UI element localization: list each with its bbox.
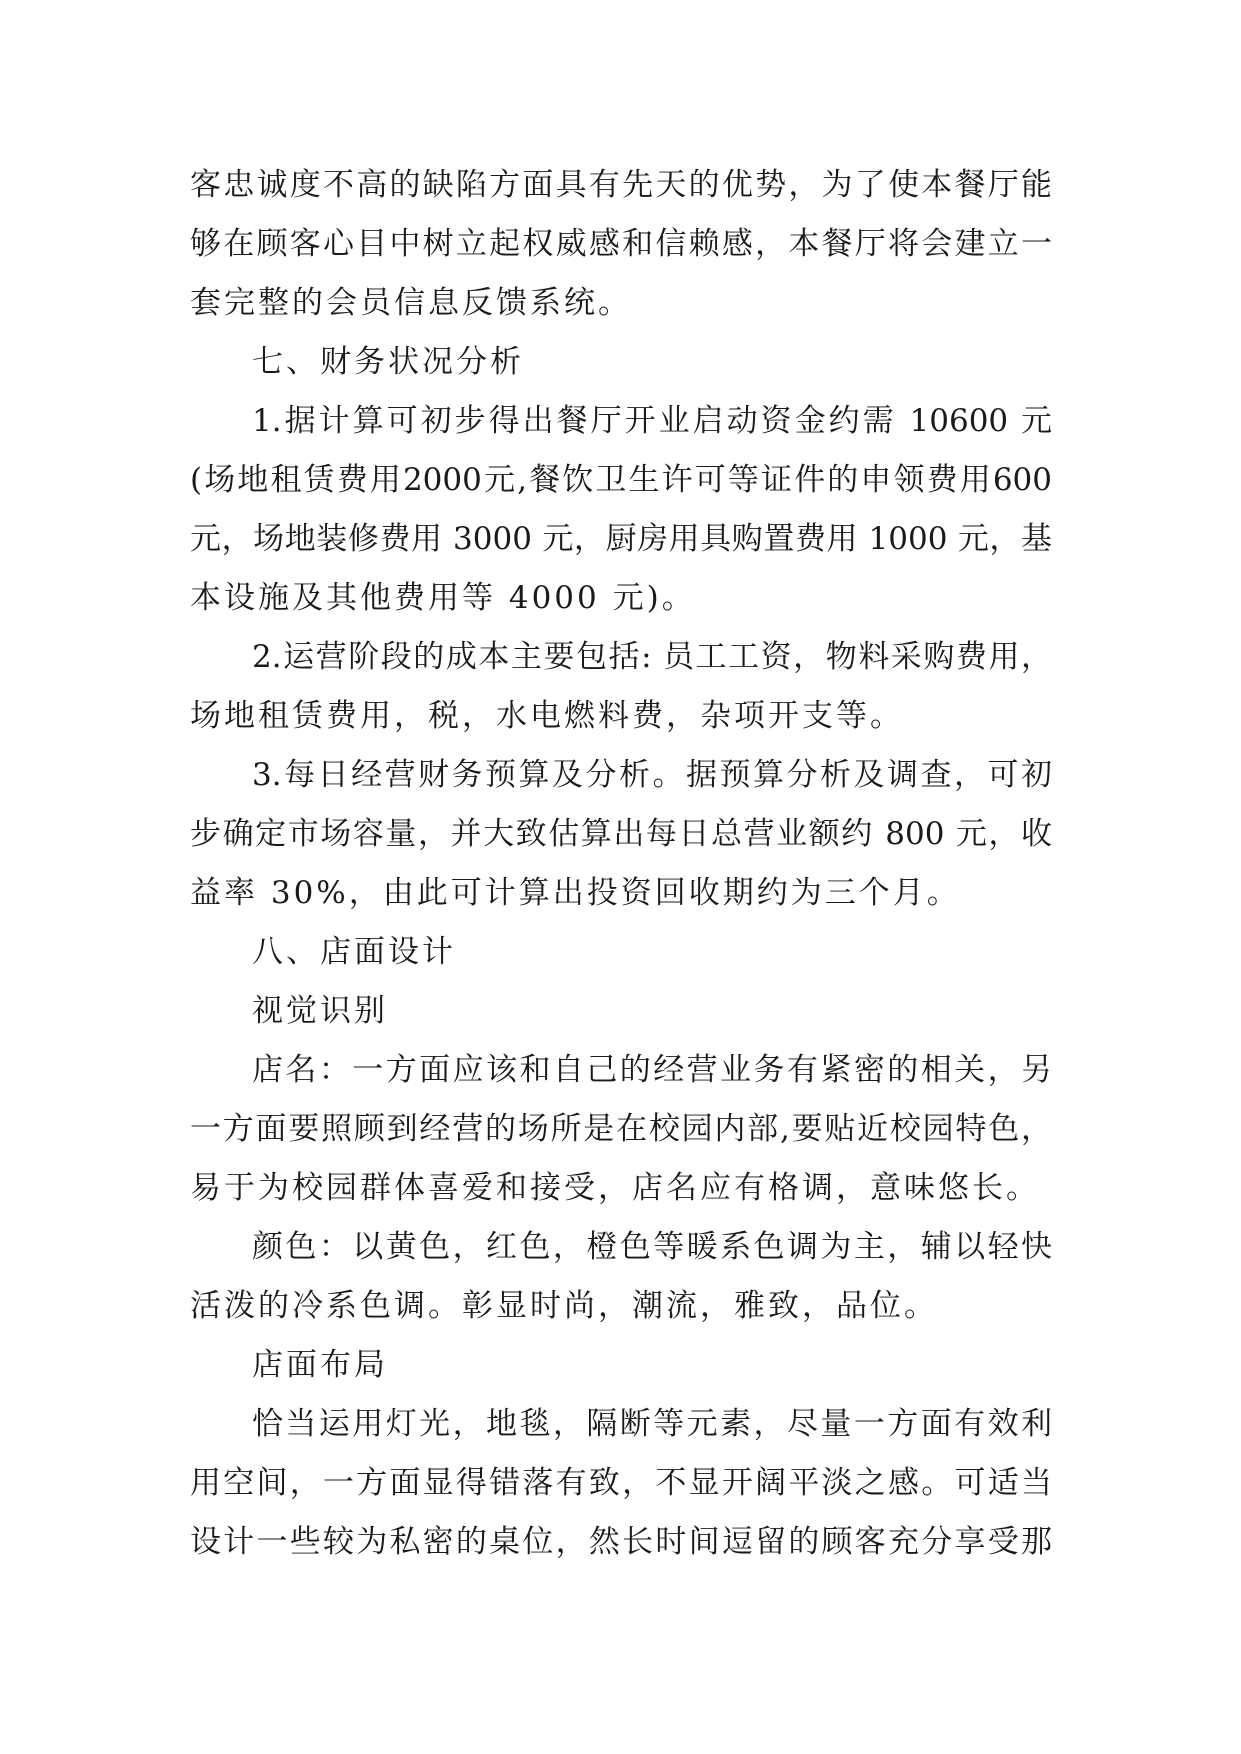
text-line: 设计一些较为私密的桌位，然长时间逗留的顾客充分享受那 bbox=[190, 1524, 1052, 1560]
text-line: 场地租赁费用，税，水电燃料费，杂项开支等。 bbox=[190, 698, 904, 734]
paragraph-store-layout bbox=[190, 1395, 1052, 1572]
text-line: 用空间，一方面显得错落有致，不显开阔平淡之感。可适当 bbox=[190, 1465, 1052, 1501]
paragraph-finance-3 bbox=[190, 746, 1052, 923]
text-line: 够在顾客心目中树立起权威感和信赖感，本餐厅将会建立一 bbox=[190, 226, 1052, 262]
document-body bbox=[190, 156, 1052, 1572]
text-line: 本设施及其他费用等 4000 元)。 bbox=[190, 580, 696, 616]
paragraph-colors bbox=[190, 1218, 1052, 1336]
text-line: 一方面要照顾到经营的场所是在校园内部,要贴近校园特色， bbox=[190, 1111, 1052, 1147]
subsection-heading: 店面布局 bbox=[252, 1347, 388, 1383]
paragraph-membership bbox=[190, 156, 1052, 333]
text-line: 店名：一方面应该和自己的经营业务有紧密的相关，另 bbox=[252, 1052, 1052, 1088]
section-heading: 八、店面设计 bbox=[252, 934, 456, 970]
section-heading: 七、财务状况分析 bbox=[252, 344, 524, 380]
text-line: 套完整的会员信息反馈系统。 bbox=[190, 285, 632, 321]
text-line: (场地租赁费用2000元,餐饮卫生许可等证件的申领费用600 bbox=[190, 462, 1052, 498]
paragraph-finance-1 bbox=[190, 392, 1052, 628]
text-line: 1.据计算可初步得出餐厅开业启动资金约需 10600 元 bbox=[252, 403, 1052, 439]
text-line: 3.每日经营财务预算及分析。据预算分析及调查，可初 bbox=[252, 757, 1052, 793]
text-line: 活泼的冷系色调。彰显时尚，潮流，雅致，品位。 bbox=[190, 1288, 938, 1324]
text-line: 2.运营阶段的成本主要包括: 员工工资，物料采购费用， bbox=[252, 639, 1052, 675]
section-heading-store-design bbox=[190, 923, 1052, 982]
text-line: 元，场地装修费用 3000 元，厨房用具购置费用 1000 元，基 bbox=[190, 521, 1052, 557]
text-line: 客忠诚度不高的缺陷方面具有先天的优势，为了使本餐厅能 bbox=[190, 167, 1052, 203]
paragraph-store-name bbox=[190, 1041, 1052, 1218]
text-line: 益率 30%，由此可计算出投资回收期约为三个月。 bbox=[190, 875, 961, 911]
section-heading-finance bbox=[190, 333, 1052, 392]
text-line: 步确定市场容量，并大致估算出每日总营业额约 800 元，收 bbox=[190, 816, 1052, 852]
text-line: 颜色：以黄色，红色，橙色等暖系色调为主，辅以轻快 bbox=[252, 1229, 1052, 1265]
text-line: 易于为校园群体喜爱和接受，店名应有格调，意味悠长。 bbox=[190, 1170, 1040, 1206]
text-line: 恰当运用灯光，地毯，隔断等元素，尽量一方面有效利 bbox=[252, 1406, 1052, 1442]
paragraph-finance-2 bbox=[190, 628, 1052, 746]
subheading-visual-identity bbox=[190, 982, 1052, 1041]
subsection-heading: 视觉识别 bbox=[252, 993, 388, 1029]
subheading-store-layout bbox=[190, 1336, 1052, 1395]
